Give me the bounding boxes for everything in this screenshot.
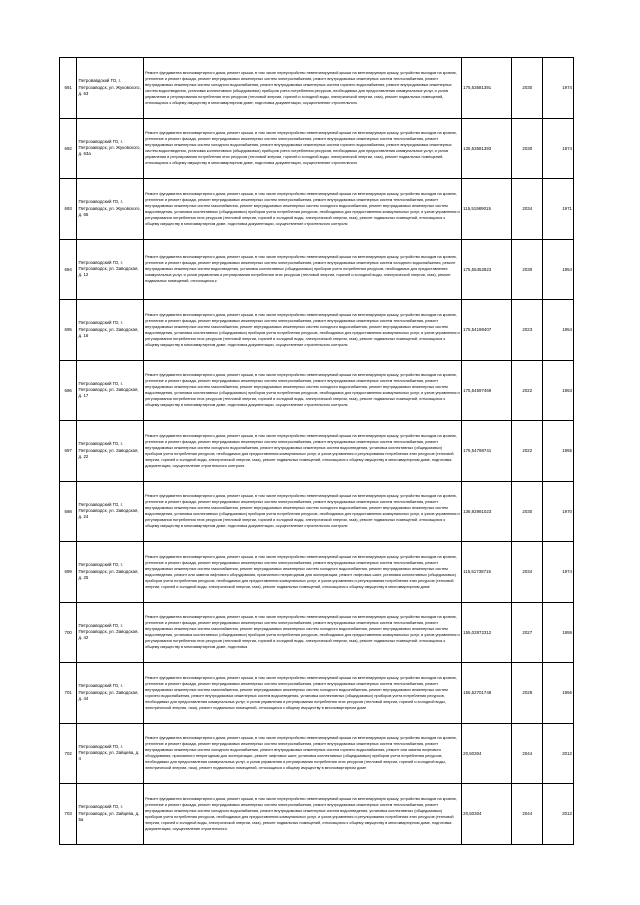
works-text: Ремонт фундамента многоквартирного дома, ремонт крыши, в том числе переустройство невентилируемой крыши на вентилируемую крышу, устройство выходов на кровлю, утепление и ремонт фасада, ремонт внутридомовых инженерных систем электроснабжения, ремонт внутридомовых инженерных систем теплоснабжения, ремонт внутридомовых инженерных систем газоснабжения, ремонт внутридомовых инженерных систем холодного водоснабжения, ремонт внутридомовых инженерных систем водоотведения, установка коллективных (общедомовых) приборов учета потребления ресурсов, необходимых для предоставления коммунальных услуг, и узлов управления и регулирования потребления этих ресурсов (тепловой энергии, горячей и холодной воды, электрической энергии, газа), ремонт подвальных помещений, относящихся к общему имуществу в многоквартирном доме, подготовка документации, осуществление строительного контроля (145, 312, 460, 347)
address-text: Петрозаводский ГО, г. Петрозаводск, ул. Заводская, д. 16 (78, 320, 139, 338)
build-year-text: 1955 (562, 448, 572, 454)
address-cell (77, 300, 144, 361)
address-text: Петрозаводский ГО, г. Петрозаводск, ул. Заводская, д. 22 (78, 441, 139, 459)
build-year-cell (543, 360, 574, 421)
row-number (60, 723, 77, 784)
table-row (60, 481, 574, 542)
row-number-text: 692 (64, 145, 72, 151)
row-number-text: 701 (64, 690, 72, 696)
cost-cell (462, 421, 512, 482)
repair-year-text: 2030 (522, 145, 533, 151)
table-row (60, 542, 574, 603)
row-number-text: 693 (64, 206, 72, 212)
build-year-text: 1974 (562, 145, 572, 151)
address-text: Петрозаводский ГО, г. Петрозаводск, ул. Заводская, д. 12 (78, 259, 139, 278)
cost-text: 155,02872312 (463, 629, 492, 635)
works-cell (144, 663, 462, 724)
build-year-text: 1974 (562, 85, 572, 91)
row-number (60, 542, 77, 603)
build-year-text: 1974 (562, 569, 572, 575)
row-number-text: 703 (64, 811, 72, 817)
address-cell (77, 784, 144, 845)
address-cell (77, 239, 144, 300)
row-number-text: 696 (64, 387, 72, 393)
address-text: Петрозаводский ГО, г. Петрозаводск, ул. Заводская, д. 25 (78, 562, 139, 580)
repair-year-text: 2044 (522, 750, 533, 756)
repair-year-cell (512, 481, 543, 542)
build-year-text: 1954 (562, 327, 572, 333)
cost-text: 175,54798741 (463, 448, 492, 454)
cost-cell (462, 784, 512, 845)
works-cell (144, 723, 462, 784)
table-row (60, 58, 574, 119)
cost-cell (462, 602, 512, 663)
build-year-text: 2012 (562, 750, 572, 756)
repair-year-cell (512, 179, 543, 240)
build-year-cell (543, 481, 574, 542)
cost-cell (462, 481, 512, 542)
row-number (60, 239, 77, 300)
table-row (60, 360, 574, 421)
repair-year-text: 2023 (522, 327, 533, 333)
address-cell (77, 542, 144, 603)
address-cell (77, 481, 144, 542)
table-row (60, 784, 574, 845)
table-row (60, 300, 574, 361)
row-number-text: 691 (64, 85, 72, 91)
table-row (60, 179, 574, 240)
works-text: Ремонт фундамента многоквартирного дома, ремонт крыши, в том числе переустройство невентилируемой крыши на вентилируемую крышу, устройство выходов на кровлю, утепление и ремонт фасада, ремонт внутридомовых инженерных систем электроснабжения, ремонт внутридомовых инженерных систем теплоснабжения, ремонт внутридомовых инженерных систем холодного водоснабжения, ремонт внутридомовых инженерных систем горячего водоснабжения, ремонт внутридомовых инженерных систем водоотведения, установка коллективных (общедомовых) приборов учета потребления ресурсов, необходимых для предоставления коммунальных услуг, и узлов управления и регулирования потребления этих ресурсов (тепловой энергии, горячей и холодной воды, электрической энергии, газа), ремонт подвальных помещений, относящихся к общему имуществу в многоквартирном доме, подготовка документации, осуществление строительного (145, 70, 457, 105)
address-cell (77, 360, 144, 421)
cost-text: 136,92981023 (463, 508, 492, 514)
cost-text: 155,52701748 (463, 690, 492, 696)
cost-text: 175,54597469 (463, 387, 492, 393)
address-text: Петрозаводский ГО, г. Петрозаводск, ул. Заводская, д. 44 (78, 683, 139, 701)
address-cell (77, 602, 144, 663)
build-year-cell (543, 784, 574, 845)
repair-year-text: 2022 (522, 448, 533, 454)
repair-year-cell (512, 784, 543, 845)
works-text: Ремонт фундамента многоквартирного дома, ремонт крыши, в том числе переустройство невентилируемой крыши на вентилируемую крышу, устройство выходов на кровлю, утепление и ремонт фасада, ремонт внутридомовых инженерных систем электроснабжения, ремонт внутридомовых инженерных систем теплоснабжения, ремонт внутридомовых инженерных систем холодного водоснабжения, ремонт внутридомовых инженерных систем водоотведения, установка коллективных (общедомовых) приборов учета потребления ресурсов, необходимых для предоставления коммунальных услуг, и узлов управления и регулирования потребления этих ресурсов (тепловой энергии, горячей и холодной воды, электрической энергии, газа), ремонт подвальных помещений, относящихся к общему имуществу в многоквартирном доме, подготовка документации, осуществление строительного контроля (145, 433, 457, 468)
works-cell (144, 542, 462, 603)
works-text: Ремонт фундамента многоквартирного дома, ремонт крыши, в том числе переустройство невентилируемой крыши на вентилируемую крышу, устройство выходов на кровлю, утепление и ремонт фасада, ремонт внутридомовых инженерных систем электроснабжения, ремонт внутридомовых инженерных систем теплоснабжения, ремонт внутридомовых инженерных систем газоснабжения, ремонт внутридомовых инженерных систем холодного водоснабжения, ремонт внутридомовых инженерных систем водоотведения, установка коллективных (общедомовых) приборов учета потребления ресурсов, необходимых для предоставления коммунальных услуг, и узлов управления и регулирования потребления этих ресурсов (тепловой энергии, горячей и холодной воды, электрической энергии, газа), ремонт подвальных помещений, относящихся к общему имуществу в многоквартирном доме, подготовка документации, осуществление строительного контроля (145, 191, 460, 226)
build-year-cell (543, 663, 574, 724)
repair-year-text: 2028 (522, 690, 533, 696)
address-cell (77, 421, 144, 482)
cost-cell (462, 542, 512, 603)
build-year-cell (543, 239, 574, 300)
row-number (60, 663, 77, 724)
works-cell (144, 179, 462, 240)
address-text: Петрозаводский ГО, г. Петрозаводск, ул. Зайцева, д. 5а (78, 804, 140, 822)
repair-year-cell (512, 723, 543, 784)
row-number (60, 481, 77, 542)
row-number-text: 702 (64, 750, 72, 756)
works-text: Ремонт фундамента многоквартирного дома, ремонт крыши, в том числе переустройство невентилируемой крыши на вентилируемую крышу, устройство выходов на кровлю, утепление и ремонт фасада, ремонт внутридомовых инженерных систем электроснабжения, ремонт внутридомовых инженерных систем теплоснабжения, ремонт внутридомовых инженерных систем газоснабжения, ремонт внутридомовых инженерных систем холодного водоснабжения, ремонт внутридомовых инженерных систем горячего водоснабжения, ремонт внутридомовых инженерных систем водоотведения, установка коллективных (общедомовых) приборов учета потребления ресурсов, необходимых для предоставления коммунальных услуг, и узлов управления и регулирования потребления этих ресурсов (тепловой энергии, горячей и холодной воды, электрической энергии, газа), ремонт подвальных помещений, относящихся к общему имуществу в многоквартирном доме (145, 675, 457, 710)
build-year-cell (543, 179, 574, 240)
repair-year-cell (512, 542, 543, 603)
cost-cell (462, 58, 512, 119)
row-number-text: 697 (64, 448, 72, 454)
repair-year-text: 2030 (522, 266, 533, 272)
works-cell (144, 784, 462, 845)
table-row (60, 239, 574, 300)
table-row (60, 602, 574, 663)
row-number (60, 300, 77, 361)
row-number-text: 699 (64, 569, 72, 575)
works-text: Ремонт фундамента многоквартирного дома, ремонт крыши, в том числе переустройство невентилируемой крыши на вентилируемую крышу, устройство выходов на кровлю, утепление и ремонт фасада, ремонт внутридомовых инженерных систем электроснабжения, ремонт внутридомовых инженерных систем теплоснабжения, ремонт внутридомовых инженерных систем холодного водоснабжения, ремонт внутридомовых инженерных систем горячего водоснабжения, ремонт или замена лифтового оборудования, признанного непригодным для эксплуатации, ремонт лифтовых шахт, установка коллективных (общедомовых) приборов учета потребления ресурсов, необходимых для предоставления коммунальных услуг, и узлов управления и регулирования потребления этих ресурсов (тепловой энергии, горячей и холодной воды, электрической энергии, газа), ремонт подвальных помещений, относящихся к общему имуществу в многоквартирном доме (145, 736, 457, 771)
address-text: Петровавдский ГО, г. Петрозаводск, ул. Жуковского, д. 63 (78, 78, 141, 96)
build-year-cell (543, 300, 574, 361)
cost-cell (462, 118, 512, 179)
address-cell (77, 663, 144, 724)
row-number-text: 700 (64, 629, 72, 635)
repair-year-text: 2034 (522, 569, 533, 575)
address-cell (77, 179, 144, 240)
works-text: Ремонт фундамента многоквартирного дома, ремонт крыши, в том числе переустройство невентилируемой крыши на вентилируемую крышу, устройство выходов на кровлю, утепление и ремонт фасада, ремонт внутридомовых инженерных систем электроснабжения, ремонт внутридомовых инженерных систем холодного водоснабжения, ремонт внутридомовых инженерных систем водоотведения, установка коллективных (общедомовых) приборов учета потребления ресурсов, необходимых для предоставления коммунальных услуг, и узлов управления и регулирования потребления этих ресурсов (тепловой энергии, горячей и холодной воды, электрической энергии, газа), ремонт подвальных помещений, относящихся к (145, 255, 457, 284)
row-number-text: 694 (64, 266, 72, 272)
cost-text: 175,53581391 (463, 85, 492, 91)
row-number (60, 421, 77, 482)
build-year-text: 1959 (562, 629, 572, 635)
build-year-cell (543, 723, 574, 784)
row-number (60, 360, 77, 421)
repair-year-text: 2030 (522, 85, 533, 91)
works-cell (144, 300, 462, 361)
address-text: Петрозаводский ГО, г. Петрозаводск, ул. Заводская, д. 24 (78, 501, 139, 520)
works-text: Ремонт фундамента многоквартирного дома, ремонт крыши, в том числе переустройство невентилируемой крыши на вентилируемую крышу, устройство выходов на кровлю, утепление и ремонт фасада, ремонт внутридомовых инженерных систем электроснабжения, ремонт внутридомовых инженерных систем теплоснабжения, ремонт внутридомовых инженерных систем газоснабжения, ремонт внутридомовых инженерных систем холодного водоснабжения, ремонт внутридомовых инженерных систем водоотведения, ремонт или замена лифтового оборудования, признанного непригодным для эксплуатации, ремонт лифтовых шахт, установка коллективных (общедомовых) приборов учета потребления ресурсов, необходимых для предоставления коммунальных услуг, и узлов управления и регулирования потребления этих ресурсов (тепловой энергии, горячей и холодной воды, электрической энергии, газа), ремонт подвальных помещений, относящихся к общему имуществу в многоквартирном доме (145, 554, 457, 589)
build-year-cell (543, 421, 574, 482)
repair-year-cell (512, 663, 543, 724)
repair-year-cell (512, 360, 543, 421)
works-cell (144, 58, 462, 119)
repair-year-text: 2034 (522, 206, 533, 212)
address-cell (77, 118, 144, 179)
cost-text: 20,50304 (463, 811, 482, 817)
row-number (60, 179, 77, 240)
cost-cell (462, 239, 512, 300)
table-body (60, 58, 574, 845)
works-text: Ремонт фундамента многоквартирного дома, ремонт крыши, в том числе переустройство невентилируемой крыши на вентилируемую крышу, устройство выходов на кровлю, утепление и ремонт фасада, ремонт внутридомовых инженерных систем электроснабжения, ремонт внутридомовых инженерных систем теплоснабжения, ремонт внутридомовых инженерных систем газоснабжения, ремонт внутридомовых инженерных систем холодного водоснабжения, ремонт внутридомовых инженерных систем водоотведения, установка коллективных (общедомовых) приборов учета потребления ресурсов, необходимых для предоставления коммунальных услуг, и узлов управления и регулирования потребления этих ресурсов (тепловой энергии, горячей и холодной воды, электрической энергии, газа), ремонт подвальных помещений, относящихся к общему имуществу в многоквартирном доме, подготовка документации, осуществление строительного контроля (145, 494, 460, 529)
cost-text: 175,55452823 (463, 266, 492, 272)
address-text: Петрозаводский ГО, г. Петрозаводск, ул. Заводская, д. 17 (78, 380, 139, 399)
repair-year-cell (512, 118, 543, 179)
build-year-cell (543, 602, 574, 663)
table-row (60, 723, 574, 784)
repair-year-text: 2022 (522, 387, 533, 393)
works-text: Ремонт фундамента многоквартирного дома, ремонт крыши, в том числе переустройство невентилируемой крыши на вентилируемую крышу, устройство выходов на кровлю, утепление и ремонт фасада, ремонт внутридомовых инженерных систем электроснабжения, ремонт внутридомовых инженерных систем теплоснабжения, ремонт внутридомовых инженерных систем холодного водоснабжения, ремонт внутридомовых инженерных систем водоотведения, установка коллективных (общедомовых) приборов учета потребления ресурсов, необходимых для предоставления коммунальных услуг, и узлов управления и регулирования потребления этих ресурсов (тепловой энергии, горячей и холодной воды, электрической энергии, газа), ремонт подвальных помещений, относящихся к общему имуществу в многоквартирном доме, подготовка документации, осуществление строительного (145, 796, 457, 831)
repair-year-text: 2044 (522, 811, 533, 817)
repair-year-cell (512, 58, 543, 119)
repair-year-text: 2030 (522, 508, 533, 514)
build-year-text: 1954 (562, 266, 572, 272)
address-text: Петрозаводский ГО, г. Петрозаводск, ул. Жуковского, д. 65 (78, 199, 141, 217)
cost-cell (462, 179, 512, 240)
works-cell (144, 481, 462, 542)
works-text: Ремонт фундамента многоквартирного дома, ремонт крыши, в том числе переустройство невентилируемой крыши на вентилируемую крышу, устройство выходов на кровлю, утепление и ремонт фасада, ремонт внутридомовых инженерных систем электроснабжения, ремонт внутридомовых инженерных систем теплоснабжения, ремонт внутридомовых инженерных систем холодного водоснабжения, ремонт внутридомовых инженерных систем горячего водоснабжения, ремонт внутридомовых инженерных систем водоотведения, установка коллективных (общедомовых) приборов учета потребления ресурсов, необходимых для предоставления коммунальных услуг, и узлов управления и регулирования потребления этих ресурсов (тепловой энергии, горячей и холодной воды, электрической энергии, газа), ремонт подвальных помещений, относящихся к общему имуществу в многоквартирном доме, подготовка документации, осуществление строительного (145, 131, 457, 166)
build-year-text: 1953 (562, 387, 572, 393)
row-number (60, 118, 77, 179)
works-cell (144, 421, 462, 482)
table-row (60, 118, 574, 179)
build-year-text: 1956 (562, 690, 572, 696)
address-text: Петрозаводский ГО, г. Петрозаводск, ул. Заводская, д. 42 (78, 622, 139, 641)
cost-cell (462, 723, 512, 784)
works-text: Ремонт фундамента многоквартирного дома, ремонт крыши, в том числе переустройство невентилируемой крыши на вентилируемую крышу, устройство выходов на кровлю, утепление и ремонт фасада, ремонт внутридомовых инженерных систем электроснабжения, ремонт внутридомовых инженерных систем теплоснабжения, ремонт внутридомовых инженерных систем газоснабжения, ремонт внутридомовых инженерных систем холодного водоснабжения, ремонт внутридомовых инженерных систем водоотведения, установка коллективных (общедомовых) приборов учета потребления ресурсов, необходимых для предоставления коммунальных услуг, и узлов управления и регулирования потребления этих ресурсов (тепловой энергии, горячей и холодной воды, электрической энергии, газа), ремонт подвальных помещений, относящихся к общему имуществу в многоквартирном доме, подготовка (145, 615, 460, 650)
row-number (60, 58, 77, 119)
cost-text: 175,54198407 (463, 327, 492, 333)
cost-text: 20,50304 (463, 750, 482, 756)
repair-year-text: 2027 (522, 629, 533, 635)
table-row (60, 663, 574, 724)
address-cell (77, 58, 144, 119)
works-cell (144, 239, 462, 300)
works-cell (144, 360, 462, 421)
cost-cell (462, 300, 512, 361)
build-year-cell (543, 118, 574, 179)
build-year-cell (543, 58, 574, 119)
cost-cell (462, 663, 512, 724)
repair-year-cell (512, 239, 543, 300)
address-text: Петрозаводский ГО, г. Петрозаводск, ул. Зайцева, д. 4 (78, 743, 140, 762)
works-cell (144, 602, 462, 663)
cost-text: 115,51738715 (463, 569, 491, 575)
repair-year-cell (512, 300, 543, 361)
works-text: Ремонт фундамента многоквартирного дома, ремонт крыши, в том числе переустройство невентилируемой крыши на вентилируемую крышу, устройство выходов на кровлю, утепление и ремонт фасада, ремонт внутридомовых инженерных систем электроснабжения, ремонт внутридомовых инженерных систем теплоснабжения, ремонт внутридомовых инженерных систем газоснабжения, ремонт внутридомовых инженерных систем холодного водоснабжения, ремонт внутридомовых инженерных систем водоотведения, установка коллективных (общедомовых) приборов учета потребления ресурсов, необходимых для предоставления коммунальных услуг, и узлов управления и регулирования потребления этих ресурсов (тепловой энергии, горячей и холодной воды, электрической энергии, газа), ремонт подвальных помещений, относящихся к общему имуществу в многоквартирном доме, подготовка документации, осуществление строительного контроля (145, 373, 460, 408)
cost-text: 115,51989015 (463, 206, 491, 212)
cost-cell (462, 360, 512, 421)
build-year-text: 2012 (562, 811, 572, 817)
repair-year-cell (512, 602, 543, 663)
address-text: Петрозаводский ГО, г. Петрозаводск, ул. Жуковского, д. 63а (78, 138, 141, 157)
row-number-text: 695 (64, 327, 72, 333)
row-number (60, 784, 77, 845)
build-year-text: 1970 (562, 508, 572, 514)
table-row (60, 421, 574, 482)
row-number-text: 698 (64, 508, 72, 514)
row-number (60, 602, 77, 663)
address-cell (77, 723, 144, 784)
repair-year-cell (512, 421, 543, 482)
capital-repair-table (59, 57, 574, 845)
build-year-cell (543, 542, 574, 603)
works-cell (144, 118, 462, 179)
build-year-text: 1971 (562, 206, 572, 212)
cost-text: 135,53581393 (463, 145, 492, 151)
